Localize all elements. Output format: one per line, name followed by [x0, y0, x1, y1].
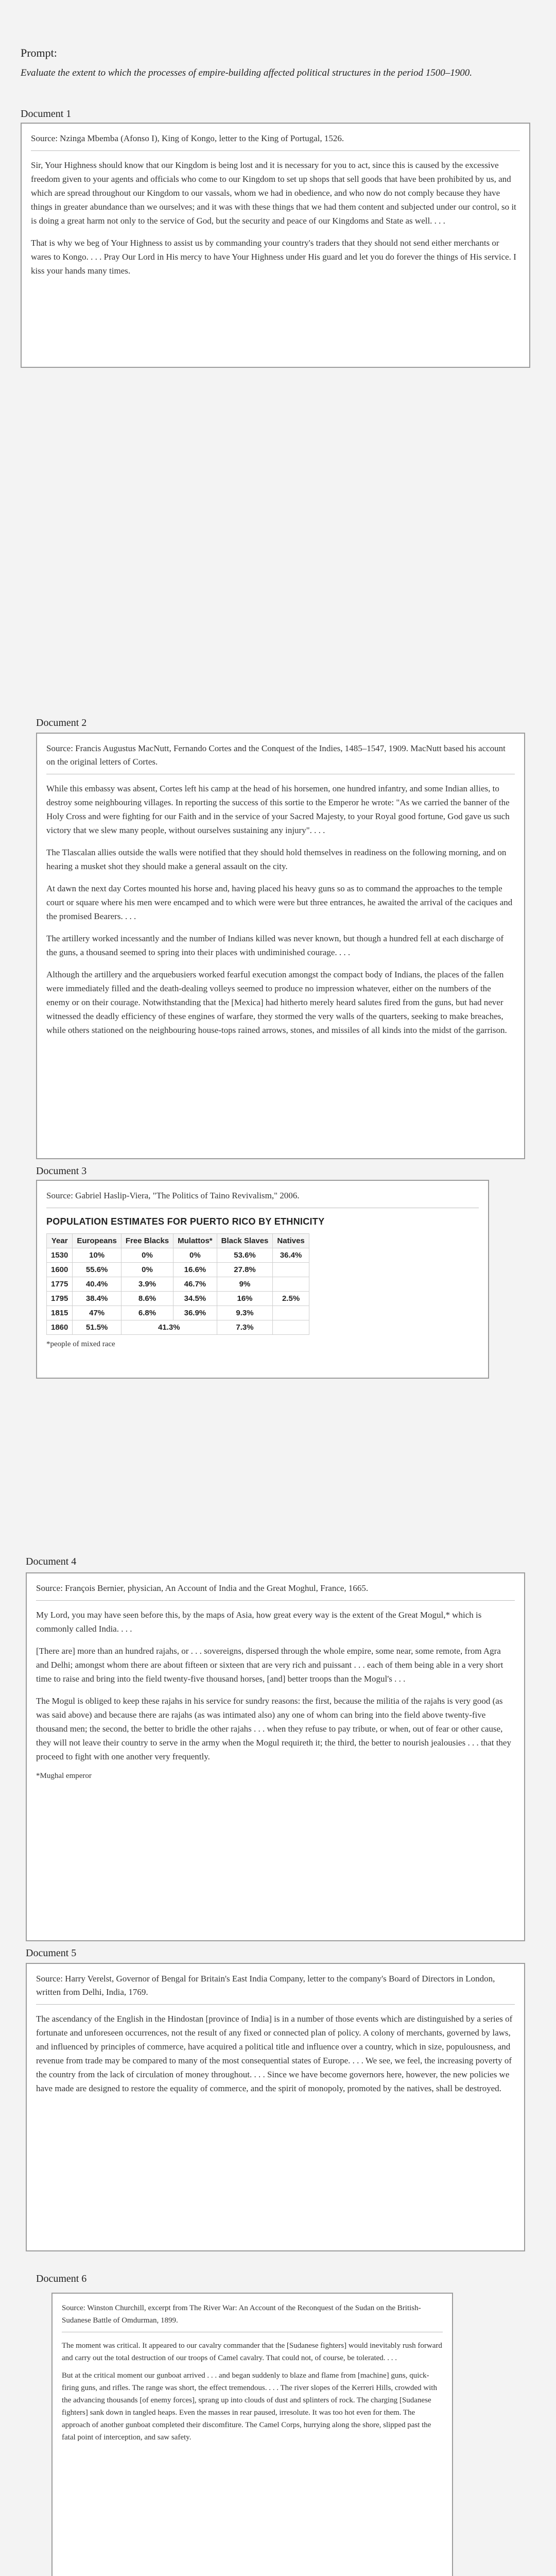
table-cell [273, 1320, 309, 1335]
table-cell: 41.3% [121, 1320, 217, 1335]
column-header-mulattos: Mulattos* [173, 1234, 217, 1248]
document-1-paragraph-1: Sir, Your Highness should know that our Kingdom is being lost and it is necessary for you to act, since this is caused by the excessive freedom given to your agents and officials who come to our Kingdom to set up shops that sell goods that have been prohibited by us, and which are spread throughout our Kingdom to our vassals, whom we had in obedience, and who now do not comply because they have things in greater abundance than we ourselves; and it was with these things that we had them content and subjected under our control, so it is doing a great harm not only to the service of God, but the security and peace of our Kingdoms and State as well. . . . [31, 160, 516, 226]
document-5-paragraph-1: The ascendancy of the English in the Hindostan [province of India] is in a number of those events which are distinguished by a series of fortunate and unforeseen occurrences, not the result of any fixed or connected plan of policy. A colony of merchants, governed by laws, and influenced by principles of commerce, have acquired a political title and influence over a country, which in size, populousness, and revenue from trade may be compared to many of the most consequential states of Europe. . . . We see, we feel, the increasing poverty of the country from the lack of circulation of money throughout. . . . Since we have become governors here, however, the new policies we have made are designed to restore the equality of commerce, and the spirit of monopoly, promoted by the natives, shall be destroyed. [36, 2014, 513, 2093]
table-cell: 2.5% [273, 1292, 309, 1306]
table-cell: 27.8% [217, 1263, 273, 1277]
table-cell: 47% [73, 1306, 121, 1320]
table-row [47, 1263, 309, 1277]
table-cell: 36.4% [273, 1248, 309, 1263]
table-row [47, 1248, 309, 1263]
document-1-box [21, 123, 530, 368]
document-4-note: *Mughal emperor [36, 1772, 92, 1780]
prompt-label: Prompt: [21, 46, 57, 59]
population-table [46, 1233, 309, 1335]
table-cell: 9% [217, 1277, 273, 1292]
table-cell: 46.7% [173, 1277, 217, 1292]
table-cell: 36.9% [173, 1306, 217, 1320]
table-cell: 10% [73, 1248, 121, 1263]
table-cell: 53.6% [217, 1248, 273, 1263]
document-2-paragraph-5: Although the artillery and the arquebusiers worked fearful execution amongst the compact body of Indians, the places of the fallen were immediately filled and the death-dealing volleys seemed to produce no impression whatever, either on the numbers of the enemy or on their courage. Notwithstanding that the [Mexica] had hitherto merely heard salutes fired from the guns, but had never witnessed the deadly efficiency of these engines of warfare, they stormed the very walls of the quarters, seeking to make breaches, while others stationed on the neighbouring house-tops rained arrows, stones, and missiles of all kinds into the midst of the garrison. [46, 970, 507, 1035]
table-cell: 9.3% [217, 1306, 273, 1320]
table-cell: 1600 [47, 1263, 73, 1277]
column-header-free-blacks: Free Blacks [121, 1234, 173, 1248]
document-3-box [36, 1180, 489, 1379]
document-6-box [51, 2293, 453, 2576]
table-cell: 34.5% [173, 1292, 217, 1306]
document-2-paragraph-1: While this embassy was absent, Cortes left his camp at the head of his horsemen, one hundred infantry, and some Indian allies, to destroy some neighbouring villages. In reporting the success of this sortie to the Emperor he wrote: "As we carried the banner of the Holy Cross and were fighting for our Faith and in the service of your Sacred Majesty, to your Royal good fortune, God gave us such victory that we slew many people, without ourselves sustaining any injury". . . . [46, 784, 510, 835]
column-header-europeans: Europeans [73, 1234, 121, 1248]
table-cell: 51.5% [73, 1320, 121, 1335]
document-2-paragraph-4: The artillery worked incessantly and the number of Indians killed was never known, but though a hundred fell at each discharge of the guns, a thousand seemed to spring into their places with undiminished courage. . . . [46, 934, 504, 957]
table-cell: 1815 [47, 1306, 73, 1320]
document-2-paragraph-3: At dawn the next day Cortes mounted his horse and, having placed his heavy guns so as to command the approaches to the temple court or square where his men were encamped and to which were were but three entrances, he awaited the arrival of the caciques and the promised Bearers. . . . [46, 884, 513, 921]
document-6-paragraph-1: The moment was critical. It appeared to our cavalry commander that the [Sudanese fighters] would inevitably rush forward and carry out the total destruction of our troops of Camel cavalry. That could not, of course, be tolerated. . . . [62, 2342, 442, 2362]
document-3-label: Document 3 [36, 1165, 87, 1177]
table-cell: 0% [121, 1263, 173, 1277]
table-cell: 1775 [47, 1277, 73, 1292]
table-cell: 40.4% [73, 1277, 121, 1292]
document-6-source: Source: Winston Churchill, excerpt from The River War: An Account of the Reconquest of the Sudan on the British-Sudanese Battle of Omdurman, 1899. [62, 2302, 443, 2332]
column-header-year: Year [47, 1234, 73, 1248]
table-cell [273, 1306, 309, 1320]
document-4-paragraph-1: My Lord, you may have seen before this, by the maps of Asia, how great every way is the extent of the Great Mogul,* which is commonly called India. . . . [36, 1610, 482, 1634]
document-5-label: Document 5 [26, 1947, 77, 1959]
table-cell: 8.6% [121, 1292, 173, 1306]
table-cell [273, 1277, 309, 1292]
document-4-label: Document 4 [26, 1556, 77, 1567]
document-5-source: Source: Harry Verelst, Governor of Bengal for Britain's East India Company, letter to the company's Board of Directors in London, written from Delhi, India, 1769. [36, 1972, 515, 2005]
document-5-box [26, 1963, 525, 2251]
table-cell: 1860 [47, 1320, 73, 1335]
column-header-natives: Natives [273, 1234, 309, 1248]
table-cell: 55.6% [73, 1263, 121, 1277]
table-cell: 6.8% [121, 1306, 173, 1320]
document-2-source: Source: Francis Augustus MacNutt, Fernando Cortes and the Conquest of the Indies, 1485–1547, 1909. MacNutt based his account on the original letters of Cortes. [46, 742, 515, 774]
document-2-label: Document 2 [36, 717, 87, 728]
table-cell: 16.6% [173, 1263, 217, 1277]
table-row [47, 1292, 309, 1306]
table-row [47, 1320, 309, 1335]
table-cell: 16% [217, 1292, 273, 1306]
table-cell: 0% [121, 1248, 173, 1263]
population-table-header-row [47, 1234, 309, 1248]
document-4-paragraph-3: The Mogul is obliged to keep these rajahs in his service for sundry reasons: the first, because the militia of the rajahs is very good (as was said above) and because there are rajahs (as was intimated also) any one of whom can bring into the field above twenty-five thousand men; the second, the better to bridle the other rajahs . . . when they refuse to pay tribute, or when, out of fear or other cause, they will not leave their country to serve in the army when the Mogul requireth it; the third, the better to nourish jealousies . . . that they proceed to fight with one another very frequently. [36, 1696, 511, 1761]
document-1-label: Document 1 [21, 108, 72, 120]
table-row [47, 1306, 309, 1320]
document-4-box [26, 1572, 525, 1941]
document-3-source: Source: Gabriel Haslip-Viera, "The Politics of Taino Revivalism," 2006. [46, 1189, 479, 1208]
table-cell: 7.3% [217, 1320, 273, 1335]
table-cell: 1795 [47, 1292, 73, 1306]
document-2-paragraph-2: The Tlascalan allies outside the walls were notified that they should hold themselves in readiness on the following morning, and on hearing a musket shot they should make a general assault on the city. [46, 848, 507, 871]
table-cell: 38.4% [73, 1292, 121, 1306]
document-2-box [36, 733, 525, 1159]
document-6-paragraph-2: But at the critical moment our gunboat arrived . . . and began suddenly to blaze and flame from [machine] guns, quick-firing guns, and rifles. The range was short, the effect tremendous. . . . The river slopes of the Kerreri Hills, crowded with the advancing thousands [of enemy forces], sprang up into clouds of dust and splinters of rock. The charging [Sudanese fighters] sank down in tangled heaps. Even the masses in rear paused, irresolute. It was too hot even for them. The approach of another gunboat completed their discomfiture. The Camel Corps, hurrying along the shore, slipped past the fatal point of interception, and saw safety. [62, 2371, 437, 2442]
table-row [47, 1277, 309, 1292]
document-4-paragraph-2: [There are] more than an hundred rajahs, or . . . sovereigns, dispersed through the whole empire, some near, some remote, from Agra and Delhi; amongst whom there are about fifteen or sixteen that are very rich and puissant . . . each of them being able in a very short time to raise and bring into the field twenty-five thousand horses, [and] better troops than the Mogul's . . . [36, 1646, 503, 1684]
document-6-label: Document 6 [36, 2273, 87, 2284]
table-cell: 1530 [47, 1248, 73, 1263]
table-cell: 0% [173, 1248, 217, 1263]
table-cell [273, 1263, 309, 1277]
population-table-title: POPULATION ESTIMATES FOR PUERTO RICO BY ETHNICITY [46, 1216, 325, 1227]
document-4-source: Source: François Bernier, physician, An Account of India and the Great Moghul, France, 1665. [36, 1582, 515, 1601]
table-cell: 3.9% [121, 1277, 173, 1292]
column-header-black-slaves: Black Slaves [217, 1234, 273, 1248]
document-1-paragraph-2: That is why we beg of Your Highness to assist us by commanding your country's traders that they should not send either merchants or wares to Kongo. . . . Pray Our Lord in His mercy to have Your Highness under His guard and let you do forever the things of His service. I kiss your hands many times. [31, 238, 516, 276]
document-1-source: Source: Nzinga Mbemba (Afonso I), King of Kongo, letter to the King of Portugal, 1526. [31, 132, 520, 151]
prompt-text: Evaluate the extent to which the processes of empire-building affected political structures in the period 1500–1900. [21, 67, 472, 78]
document-3-note: *people of mixed race [46, 1340, 115, 1348]
